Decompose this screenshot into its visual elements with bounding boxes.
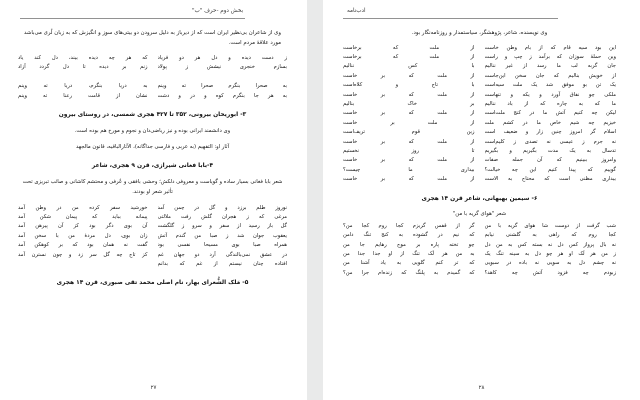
left-poem-one	[14, 54, 291, 102]
hemistich-left: از ملت که بر خاست	[343, 157, 475, 164]
right-entry-poem	[339, 222, 620, 278]
couplet	[343, 119, 616, 128]
hemistich-right: ما که به چاره که از باد ننالیم	[484, 101, 616, 108]
entry-3-works: آثار او: التفهیم (به عربی و فارسی جداگانه)، الآثارالباقیه، قانون مالجهد	[76, 143, 229, 150]
hemistich-left: که گمیدم به پلنگ که زنده‌ام جرا من؟	[343, 269, 475, 276]
hemistich-left: از ملت که برخاست	[343, 44, 475, 51]
page-gutter	[307, 0, 323, 400]
hemistich-left: زنم بر دیده تا دل گردد آزاد	[18, 64, 148, 70]
right-main-poem	[339, 44, 620, 185]
hemistich-right: خیزیم چه شیم خاص ما در کشم ملت	[484, 119, 616, 126]
hemistich-right: گوییم که پیدا کنیم این چه خیالت؟	[484, 166, 616, 173]
hemistich-left: از ملت بر خاست	[343, 119, 475, 126]
page-left	[0, 0, 307, 400]
couplet	[343, 156, 616, 165]
hemistich-left: که تر کنم گلویی به یاد آشنا من	[343, 260, 475, 267]
folio-left: ۲۷	[150, 385, 157, 391]
couplet	[343, 109, 616, 118]
couplet	[343, 250, 616, 259]
hemistich-right: گل باز رسید از سفر و سرو ز گلگشت	[157, 223, 287, 230]
couplet	[343, 222, 616, 231]
hemistich-left: گر از قفس گریزم کجا روم کجا من؟	[343, 222, 475, 229]
couplet	[343, 241, 616, 250]
couplet	[18, 54, 287, 63]
hemistich-left: از ملت که بر خاست	[343, 91, 475, 98]
entry-title-4: ۴-بابا فغانی شیرازی، قرن ۹ هجری، شاعر	[91, 163, 214, 170]
hemistich-right: نوروز طلم برزد و گل در چمن آمد	[157, 204, 287, 211]
hemistich-right: نه جرم ز عیسی نه تصدی ز کلیم‌است	[484, 138, 616, 145]
couplet	[343, 53, 616, 62]
right-intro-paragraph: وی نویسنده، شاعر، پژوهشگر، سیاستمدار و روزنامه‌نگار بود.	[411, 29, 548, 36]
hemistich-right: تدسال به یک مدت بگیریم و بگیریم	[484, 148, 616, 155]
hemistich-right: یک تن بو موفق شد یک ملت سیه‌است	[484, 82, 616, 89]
hemistich-left: تا روز نخستیم	[343, 148, 475, 155]
page-left-header: بخش دوم -حرف "ب"	[191, 8, 243, 14]
entry-title-3: ۳- ابوریحان بیرونی، ۳۵۲ تا ۴۲۷ هجری شمسی، در روستای بیرون	[58, 112, 247, 119]
hemistich-left: از ملت که بر خاست	[343, 138, 475, 145]
couplet	[343, 175, 616, 184]
couplet	[18, 222, 287, 231]
page-right	[323, 0, 640, 400]
hemistich-right: به صحرا بنگرم صحرا ته وینم	[157, 83, 287, 90]
hemistich-right: همراه صبا بوی مسیحا نفسی بود	[157, 242, 287, 249]
hemistich-right: ز دست دیده و دل هر دو فریاد	[157, 54, 287, 61]
couplet	[18, 63, 287, 72]
hemistich-left: آن بوی دگر بود کز آن پیرهن آمد	[18, 223, 148, 230]
entry-title-6: ۶- سیمین بهبهانی، شاعر قرن ۱۴ هجری	[421, 195, 538, 202]
hemistich-left: با کس ننالیم	[343, 63, 475, 70]
page-right-header: ادب‌نامه	[347, 8, 366, 14]
hemistich-right: بسازم خنجری نیشش ز پولاد	[157, 64, 287, 70]
couplet	[18, 260, 287, 269]
hemistich-left: که نیم در گشوده به کنج تنگ دامن	[343, 232, 475, 239]
hemistich-left: کز تاج چه گل سر زد و چون نسترن آمد	[18, 251, 148, 258]
hemistich-right: جان گربه لب ما رسد از غیر ننالیم	[484, 63, 616, 70]
hemistich-right: اسلام گر امروز چنین زار و ضعیف است	[484, 129, 616, 136]
couplet	[343, 100, 616, 109]
couplet	[343, 72, 616, 81]
couplet	[343, 259, 616, 268]
hemistich-right: از خویش بنالیم که جان سخن این‌جاست	[484, 72, 616, 79]
hemistich-left: به دریا بنگرم، دریا ته وینم	[18, 83, 148, 90]
hemistich-left: به من هر لَک تنگ از او جدا جدا من	[343, 250, 475, 257]
hemistich-right: یعقوب جوان شد ز صبا من گندم آتش	[157, 232, 287, 239]
hemistich-right: زبودم چه فزود آتش چه کاهد؟	[484, 269, 616, 276]
page-right-header-rule	[343, 18, 558, 19]
couplet	[343, 44, 616, 53]
couplet	[18, 251, 287, 260]
hemistich-left: که هر چه دیده بیند، دل کند یاد	[18, 54, 148, 61]
couplet	[18, 241, 287, 250]
hemistich-left: از ملت که برخاست	[343, 54, 475, 60]
hemistich-left: بیداری ما چیست؟	[343, 166, 475, 173]
entry-4-body: شعر بابا فغانی بسیار ساده و گویاست و معروفی دلکش؛ وحشی بافقی و عُرفی و محتشم کاشانی و صائب تبریزی تحت تأثیر شعر او بودند.	[22, 179, 283, 195]
couplet	[18, 82, 287, 91]
couplet	[18, 213, 287, 222]
couplet	[343, 147, 616, 156]
couplet	[18, 232, 287, 241]
hemistich-right: ز من هر لَک او هر چو دل به سینه تنگ یک	[484, 250, 616, 257]
hemistich-left: خورشید سفر کرده من در وطن آمد	[18, 204, 148, 211]
couplet	[343, 166, 616, 175]
couplet	[18, 204, 287, 213]
hemistich-left: با تاج و کلاه‌است	[343, 82, 475, 89]
hemistich-right: وین حملهٔ سوزان که برآمد ز چپ و راست	[484, 54, 616, 60]
hemistich-left: بر خاک بنالیم	[343, 101, 475, 108]
couplet	[343, 269, 616, 278]
left-poem-faghani	[14, 204, 291, 270]
stanza-spacer	[18, 72, 287, 82]
couplet	[343, 138, 616, 147]
hemistich-left: زان بوی، دل مردهٔ من با سخن آمد	[18, 232, 148, 239]
couplet	[343, 91, 616, 100]
page-left-header-rule	[20, 18, 245, 19]
hemistich-right: ملکی چو نفاق آورد و یکه و تنهاست	[484, 91, 616, 98]
entry-title-5: ۵- مَلک الشُّعرای بهار، نام اصلی محمد تقی صبوری، قرن ۱۴ هجری	[56, 280, 249, 287]
hemistich-right: شب گرفت از دوست شا هوای گریه با من	[484, 222, 616, 229]
hemistich-left: زین قوم تریف‌است	[343, 129, 475, 136]
couplet	[343, 62, 616, 71]
hemistich-right: این بود سیه قام که از بام وطن خاست	[484, 44, 616, 51]
hemistich-right: کجا روم که راهی به گلشنی نیابم	[484, 232, 616, 239]
hemistich-left: از ملت که بر خاست	[343, 110, 475, 117]
couplet	[343, 128, 616, 137]
hemistich-right: نه بال پرواز کس دل نه بسته کس به من دل	[484, 241, 616, 248]
folio-right: ۲۸	[478, 385, 485, 391]
couplet	[18, 92, 287, 101]
hemistich-left: نشان از قامت رعنا ته وینم	[18, 92, 148, 99]
hemistich-right: نه چشم دل به سویی نه باده در سبویی	[484, 260, 616, 267]
hemistich-right: مرغی که ز هجران گلش رفت ملالتی	[157, 214, 287, 220]
hemistich-right: بیداری مظنی است که محتاج به الاست	[484, 176, 616, 183]
hemistich-right: در عشق نمی‌بالندگی آرد دو جهان غم	[157, 251, 287, 258]
entry-3-body: وی دانشمند ایرانی بوده و نیز ریاضی‌دان و نجوم و مورخ هم بوده است.	[74, 128, 231, 135]
hemistich-right: افتاده چنان نیستم از غم که بدانم	[157, 261, 287, 268]
poem-title-havaye-gerye: شعر "هوای گریه با من"	[452, 210, 507, 217]
couplet	[343, 231, 616, 240]
hemistich-left: از ملت که بر خاست	[343, 72, 475, 79]
hemistich-left: پیمانه بباید که پیمان شکن آمد	[18, 214, 148, 220]
couplet	[343, 81, 616, 90]
hemistich-right: لیکن چه کنیم آتش ما در کنج ملت‌است	[484, 110, 616, 117]
hemistich-right: وامروز ببینیم که آن جمله صفات	[484, 157, 616, 164]
hemistich-left	[18, 260, 148, 269]
hemistich-left: از ملت که بر خاست	[343, 176, 475, 183]
hemistich-left: چو تخته پاره بر موج رهایم جا من	[343, 241, 475, 248]
left-intro-paragraph: وی از شاعران بی‌نظیر ایران است که از دیرباز به دلیل سرودن دو بیتی‌های سوز و انگیزش که به زبان لُری می‌باشد مورد علاقهٔ مردم است.	[24, 29, 281, 46]
hemistich-left: گفت نه همان بود که بر کوهکن آمد	[18, 242, 148, 249]
hemistich-right: به هر جا بنگرم کوه و در و دشت	[157, 92, 287, 99]
